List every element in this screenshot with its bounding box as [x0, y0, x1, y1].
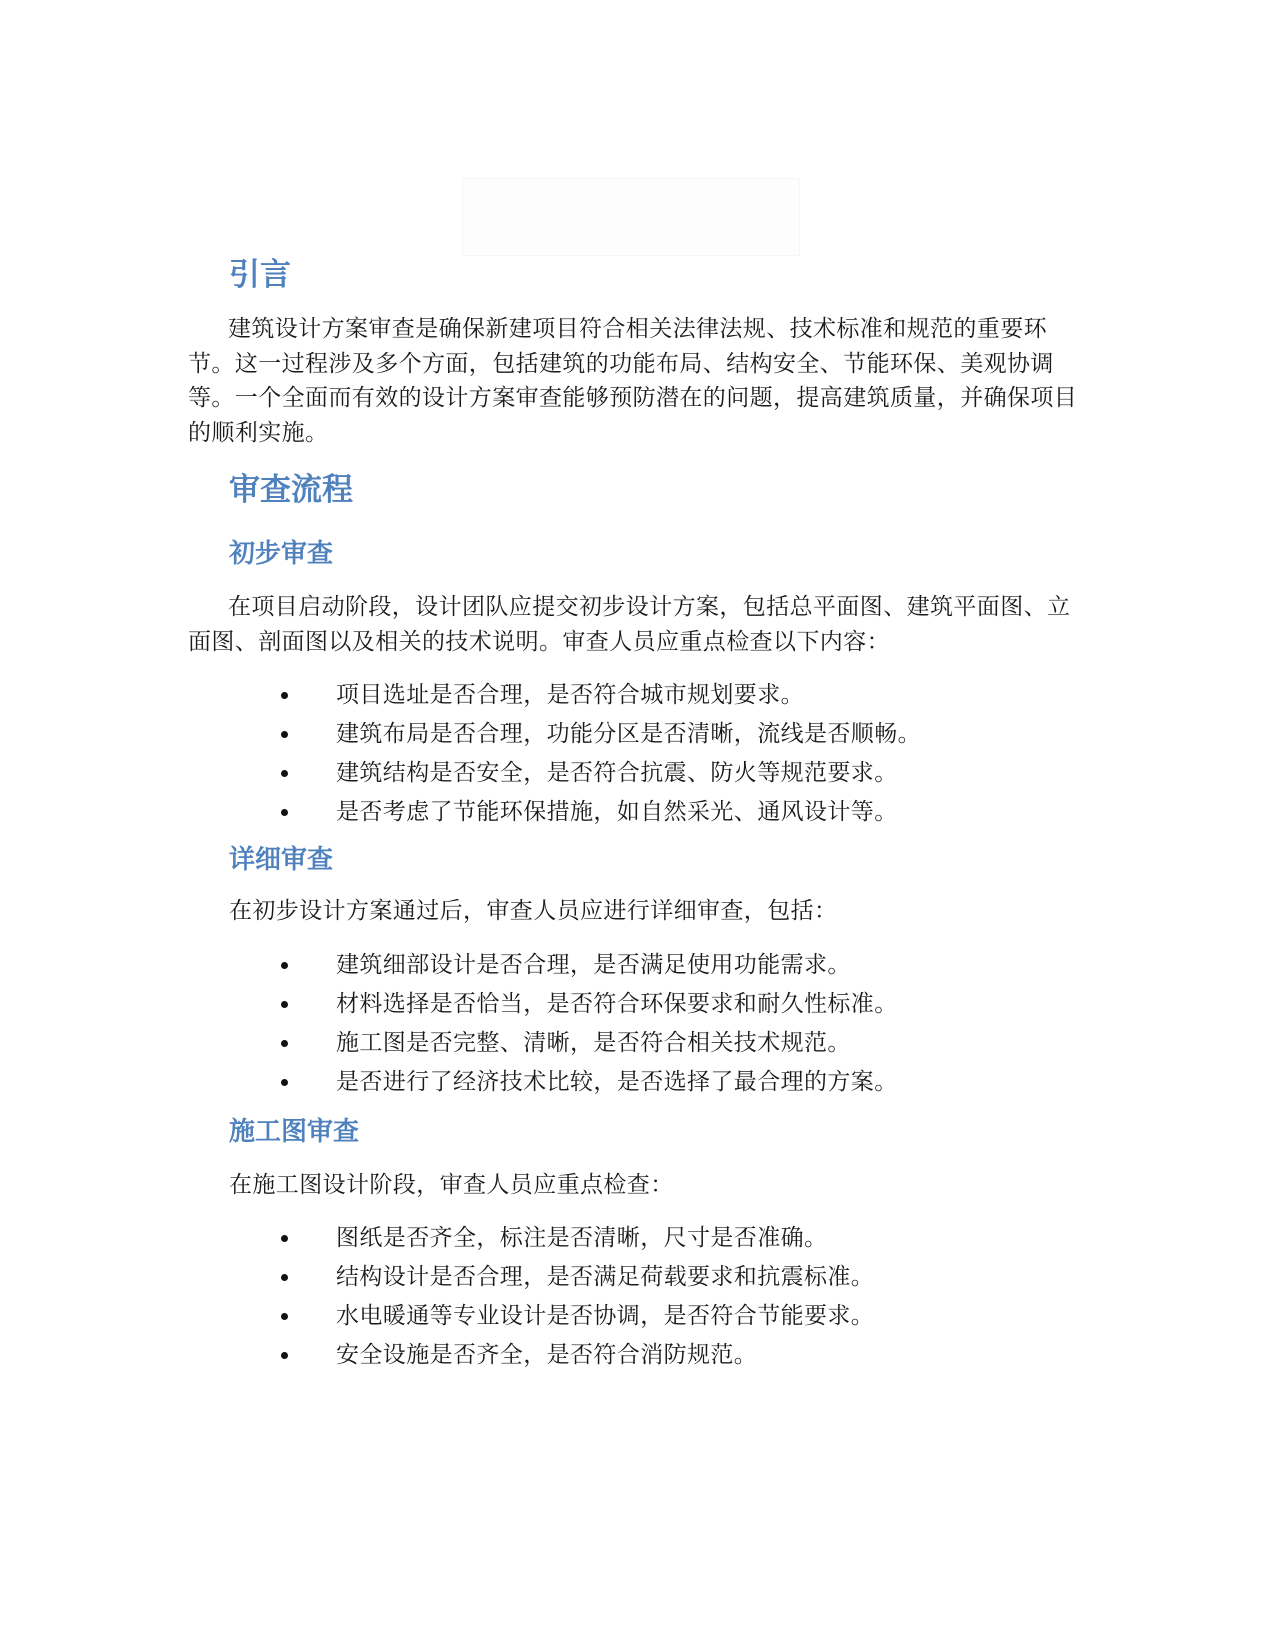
- list-item: 是否考虑了节能环保措施，如自然采光、通风设计等。: [270, 793, 1070, 832]
- bullet-icon: [281, 731, 288, 738]
- bullet-icon: [281, 809, 288, 816]
- bullet-icon: [281, 692, 288, 699]
- intro-paragraph: 建筑设计方案审查是确保新建项目符合相关法律法规、技术标准和规范的重要环节。这一过程涉及多个方面，包括建筑的功能布局、结构安全、节能环保、美观协调等。一个全面而有效的设计方案审查能够预防潜在的问题，提高建筑质量，并确保项目的顺利实施。: [188, 316, 1078, 446]
- bullet-icon: [281, 1235, 288, 1242]
- preliminary-paragraph: 在项目启动阶段，设计团队应提交初步设计方案，包括总平面图、建筑平面图、立面图、剖面图以及相关的技术说明。审查人员应重点检查以下内容：: [188, 594, 1071, 655]
- list-item: 结构设计是否合理，是否满足荷载要求和抗震标准。: [270, 1258, 1070, 1297]
- list-item: 安全设施是否齐全，是否符合消防规范。: [270, 1336, 1070, 1375]
- bullet-icon: [281, 1352, 288, 1359]
- list-item: 是否进行了经济技术比较，是否选择了最合理的方案。: [270, 1063, 1070, 1102]
- detailed-list: [270, 946, 1070, 1102]
- faded-title-area: [462, 178, 800, 256]
- heading-detailed-review: 详细审查: [229, 845, 334, 875]
- bullet-icon: [281, 1274, 288, 1281]
- list-item: 施工图是否完整、清晰，是否符合相关技术规范。: [270, 1024, 1070, 1063]
- detailed-paragraph: 在初步设计方案通过后，审查人员应进行详细审查，包括：: [229, 898, 838, 924]
- bullet-icon: [281, 1040, 288, 1047]
- bullet-icon: [281, 770, 288, 777]
- heading-intro: 引言: [229, 257, 291, 293]
- list-item: 图纸是否齐全，标注是否清晰，尺寸是否准确。: [270, 1219, 1070, 1258]
- preliminary-list: [270, 676, 1070, 832]
- bullet-icon: [281, 962, 288, 969]
- list-item: 水电暖通等专业设计是否协调，是否符合节能要求。: [270, 1297, 1070, 1336]
- list-item: 建筑结构是否安全，是否符合抗震、防火等规范要求。: [270, 754, 1070, 793]
- bullet-icon: [281, 1001, 288, 1008]
- list-item: 建筑布局是否合理，功能分区是否清晰，流线是否顺畅。: [270, 715, 1070, 754]
- heading-preliminary-review: 初步审查: [229, 539, 334, 569]
- list-item: 材料选择是否恰当，是否符合环保要求和耐久性标准。: [270, 985, 1070, 1024]
- bullet-icon: [281, 1313, 288, 1320]
- bullet-icon: [281, 1079, 288, 1086]
- list-item: 建筑细部设计是否合理，是否满足使用功能需求。: [270, 946, 1070, 985]
- heading-construction-drawing-review: 施工图审查: [229, 1117, 360, 1147]
- construction-list: [270, 1219, 1070, 1375]
- heading-review-process: 审查流程: [229, 472, 353, 508]
- construction-paragraph: 在施工图设计阶段，审查人员应重点检查：: [229, 1172, 674, 1198]
- list-item: 项目选址是否合理，是否符合城市规划要求。: [270, 676, 1070, 715]
